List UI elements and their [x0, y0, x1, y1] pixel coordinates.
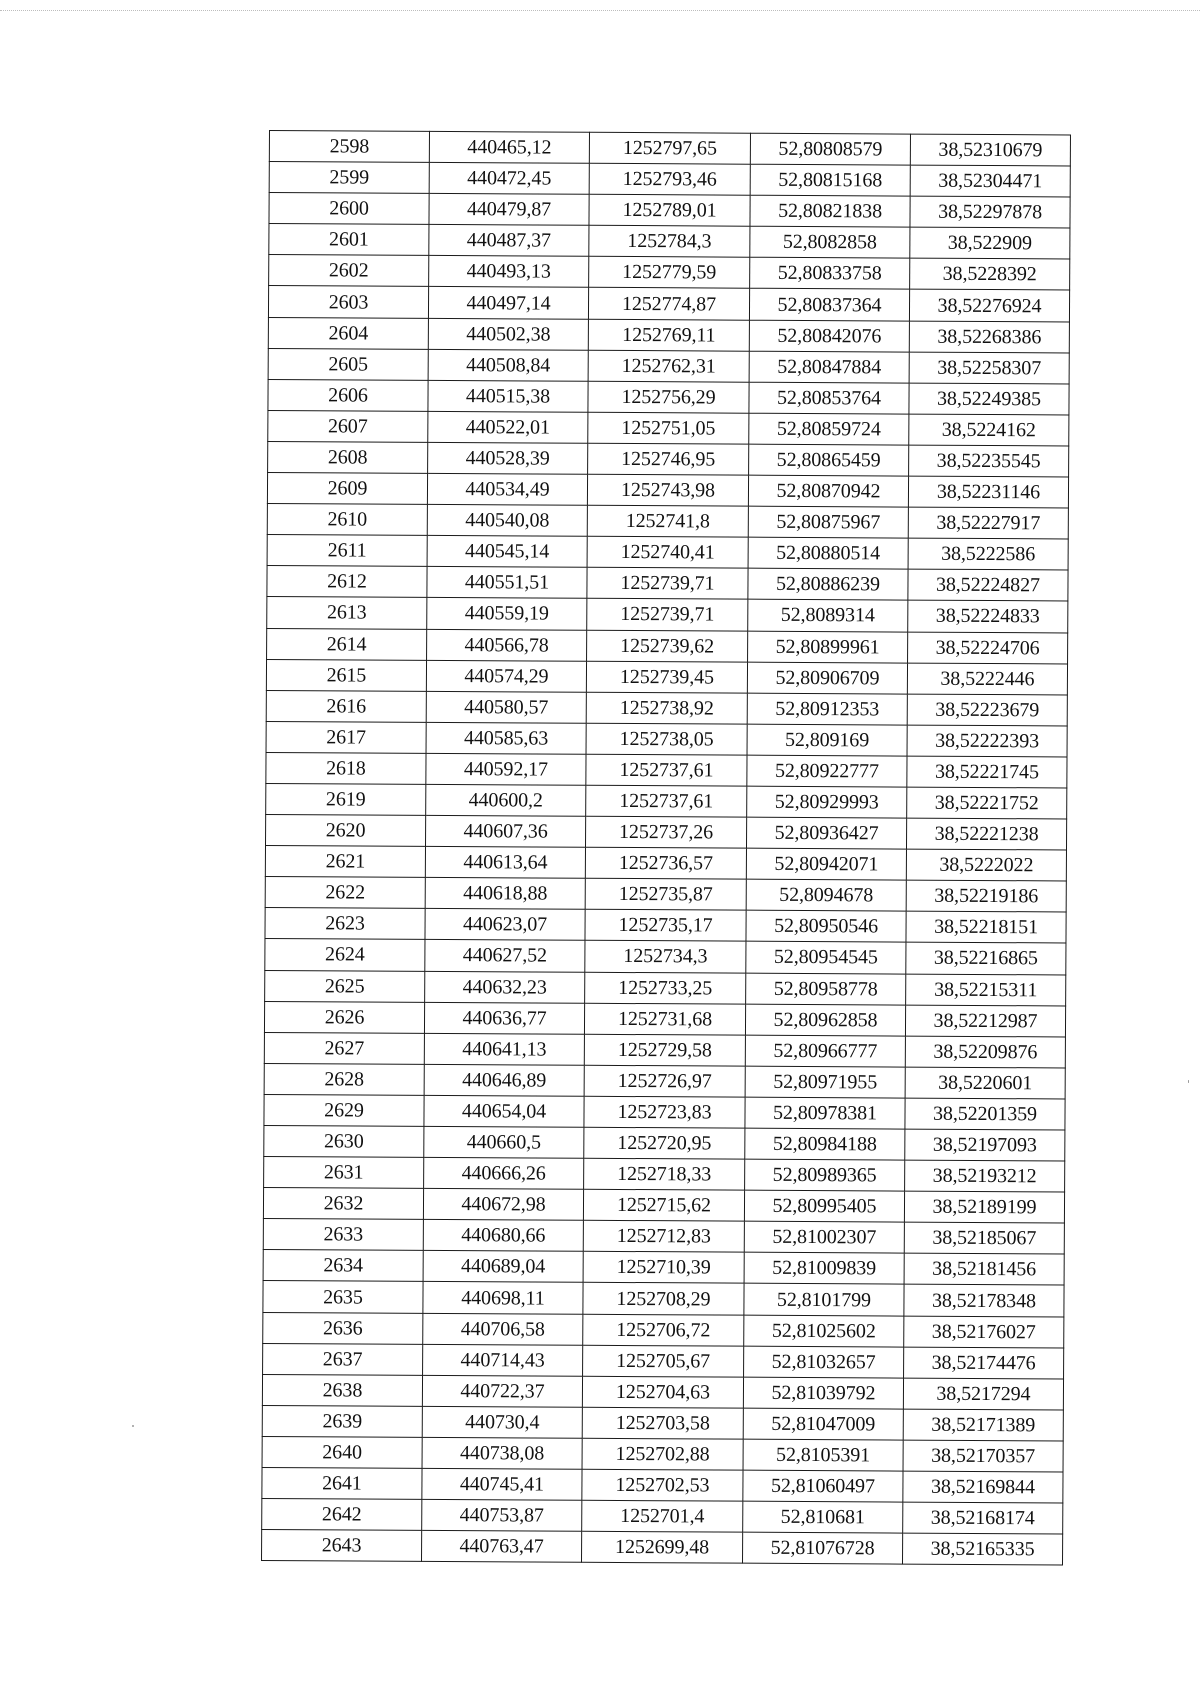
latitude-cell: 52,8094678: [746, 879, 906, 911]
point-number-cell: 2604: [268, 317, 428, 349]
table-row: [268, 441, 1069, 477]
table-row: [268, 317, 1069, 353]
longitude-cell: 38,5220601: [905, 1067, 1065, 1099]
latitude-cell: 52,80837364: [749, 289, 909, 321]
table-row: [265, 877, 1066, 913]
x-coordinate-cell: 440763,47: [422, 1531, 582, 1563]
table-row: [265, 970, 1066, 1006]
table-row: [268, 410, 1069, 446]
longitude-cell: 38,52193212: [905, 1160, 1065, 1192]
x-coordinate-cell: 440654,04: [424, 1095, 584, 1127]
longitude-cell: 38,52249385: [909, 383, 1069, 415]
latitude-cell: 52,80886239: [748, 568, 908, 600]
point-number-cell: 2606: [268, 379, 428, 411]
point-number-cell: 2632: [263, 1188, 423, 1220]
x-coordinate-cell: 440618,88: [425, 878, 585, 910]
y-coordinate-cell: 1252710,39: [583, 1252, 744, 1284]
table-row: [262, 1405, 1063, 1441]
longitude-cell: 38,52310679: [910, 134, 1070, 166]
point-number-cell: 2618: [266, 752, 426, 784]
x-coordinate-cell: 440600,2: [426, 784, 586, 816]
point-number-cell: 2625: [265, 970, 425, 1002]
table-row: [263, 1281, 1064, 1317]
x-coordinate-cell: 440636,77: [424, 1002, 584, 1034]
latitude-cell: 52,810681: [743, 1501, 903, 1533]
longitude-cell: 38,5217294: [903, 1378, 1063, 1410]
y-coordinate-cell: 1252738,92: [586, 692, 747, 724]
x-coordinate-cell: 440580,57: [426, 691, 586, 723]
latitude-cell: 52,80880514: [748, 537, 908, 569]
table-row: [267, 473, 1068, 509]
longitude-cell: 38,52221238: [906, 818, 1066, 850]
y-coordinate-cell: 1252703,58: [582, 1407, 743, 1439]
point-number-cell: 2628: [264, 1063, 424, 1095]
x-coordinate-cell: 440528,39: [428, 442, 588, 474]
table-row: [266, 752, 1067, 788]
table-row: [266, 690, 1067, 726]
point-number-cell: 2614: [267, 628, 427, 660]
longitude-cell: 38,52227917: [908, 507, 1068, 539]
table-row: [263, 1343, 1064, 1379]
longitude-cell: 38,52216865: [906, 943, 1066, 975]
point-number-cell: 2637: [263, 1343, 423, 1375]
point-number-cell: 2643: [262, 1530, 422, 1562]
latitude-cell: 52,80950546: [746, 911, 906, 943]
longitude-cell: 38,52169844: [903, 1471, 1063, 1503]
x-coordinate-cell: 440714,43: [423, 1344, 583, 1376]
point-number-cell: 2620: [266, 815, 426, 847]
longitude-cell: 38,5222586: [908, 538, 1068, 570]
y-coordinate-cell: 1252734,3: [585, 941, 746, 973]
longitude-cell: 38,5222446: [907, 663, 1067, 695]
latitude-cell: 52,80847884: [749, 351, 909, 383]
x-coordinate-cell: 440551,51: [427, 567, 587, 599]
latitude-cell: 52,80942071: [746, 848, 906, 880]
scan-speck: [1188, 1080, 1189, 1083]
y-coordinate-cell: 1252784,3: [589, 226, 750, 258]
point-number-cell: 2610: [267, 504, 427, 536]
y-coordinate-cell: 1252797,65: [589, 132, 750, 164]
point-number-cell: 2627: [264, 1032, 424, 1064]
longitude-cell: 38,52231146: [908, 476, 1068, 508]
table-row: [264, 1125, 1065, 1161]
latitude-cell: 52,81009839: [744, 1253, 904, 1285]
x-coordinate-cell: 440534,49: [427, 473, 587, 505]
latitude-cell: 52,80859724: [749, 413, 909, 445]
point-number-cell: 2616: [266, 690, 426, 722]
y-coordinate-cell: 1252701,4: [582, 1500, 743, 1532]
table-row: [262, 1436, 1063, 1472]
longitude-cell: 38,52224706: [908, 632, 1068, 664]
table-row: [269, 193, 1070, 229]
y-coordinate-cell: 1252737,61: [586, 754, 747, 786]
y-coordinate-cell: 1252720,95: [584, 1127, 745, 1159]
longitude-cell: 38,52223679: [907, 694, 1067, 726]
longitude-cell: 38,5222022: [906, 849, 1066, 881]
table-row: [267, 535, 1068, 571]
x-coordinate-cell: 440607,36: [426, 815, 586, 847]
point-number-cell: 2601: [269, 224, 429, 256]
longitude-cell: 38,52221745: [907, 756, 1067, 788]
point-number-cell: 2607: [268, 410, 428, 442]
latitude-cell: 52,80870942: [748, 475, 908, 507]
point-number-cell: 2600: [269, 193, 429, 225]
x-coordinate-cell: 440698,11: [423, 1282, 583, 1314]
latitude-cell: 52,80966777: [745, 1035, 905, 1067]
y-coordinate-cell: 1252756,29: [588, 381, 749, 413]
point-number-cell: 2626: [264, 1001, 424, 1033]
point-number-cell: 2612: [267, 566, 427, 598]
point-number-cell: 2621: [265, 846, 425, 878]
y-coordinate-cell: 1252718,33: [584, 1158, 745, 1190]
table-row: [266, 659, 1067, 695]
latitude-cell: 52,81060497: [743, 1470, 903, 1502]
longitude-cell: 38,52219186: [906, 880, 1066, 912]
point-number-cell: 2636: [263, 1312, 423, 1344]
latitude-cell: 52,81032657: [744, 1346, 904, 1378]
longitude-cell: 38,52224833: [908, 600, 1068, 632]
point-number-cell: 2599: [269, 162, 429, 194]
latitude-cell: 52,80912353: [747, 693, 907, 725]
longitude-cell: 38,52189199: [904, 1191, 1064, 1223]
coordinates-table: [261, 130, 1071, 1566]
y-coordinate-cell: 1252735,87: [585, 879, 746, 911]
latitude-cell: 52,80853764: [749, 382, 909, 414]
table-row: [268, 379, 1069, 415]
table-row: [268, 286, 1069, 322]
longitude-cell: 38,52235545: [909, 445, 1069, 477]
y-coordinate-cell: 1252736,57: [585, 847, 746, 879]
latitude-cell: 52,81039792: [743, 1377, 903, 1409]
table-row: [267, 566, 1068, 602]
latitude-cell: 52,8101799: [744, 1284, 904, 1316]
x-coordinate-cell: 440508,84: [428, 349, 588, 381]
y-coordinate-cell: 1252774,87: [588, 288, 749, 320]
point-number-cell: 2639: [262, 1405, 422, 1437]
table-row: [269, 162, 1070, 198]
point-number-cell: 2635: [263, 1281, 423, 1313]
point-number-cell: 2598: [269, 131, 429, 163]
table-row: [266, 721, 1067, 757]
y-coordinate-cell: 1252702,88: [582, 1438, 743, 1470]
y-coordinate-cell: 1252705,67: [583, 1345, 744, 1377]
latitude-cell: 52,80875967: [748, 506, 908, 538]
y-coordinate-cell: 1252723,83: [584, 1096, 745, 1128]
table-row: [263, 1188, 1064, 1224]
table-row: [267, 504, 1068, 540]
point-number-cell: 2623: [265, 908, 425, 940]
latitude-cell: 52,80978381: [745, 1097, 905, 1129]
scan-top-edge: [0, 10, 1200, 11]
longitude-cell: 38,52174476: [904, 1347, 1064, 1379]
latitude-cell: 52,80929993: [747, 786, 907, 818]
y-coordinate-cell: 1252793,46: [589, 163, 750, 195]
point-number-cell: 2633: [263, 1219, 423, 1251]
x-coordinate-cell: 440515,38: [428, 380, 588, 412]
x-coordinate-cell: 440672,98: [423, 1189, 583, 1221]
longitude-cell: 38,52215311: [906, 974, 1066, 1006]
point-number-cell: 2602: [269, 255, 429, 287]
point-number-cell: 2622: [265, 877, 425, 909]
coordinates-table-body: [262, 131, 1071, 1566]
table-row: [262, 1468, 1063, 1504]
y-coordinate-cell: 1252743,98: [587, 474, 748, 506]
latitude-cell: 52,80971955: [745, 1066, 905, 1098]
longitude-cell: 38,52170357: [903, 1440, 1063, 1472]
longitude-cell: 38,52218151: [906, 911, 1066, 943]
latitude-cell: 52,8105391: [743, 1439, 903, 1471]
scan-speck: [132, 1425, 134, 1427]
table-row: [266, 815, 1067, 851]
x-coordinate-cell: 440706,58: [423, 1313, 583, 1345]
y-coordinate-cell: 1252708,29: [583, 1283, 744, 1315]
x-coordinate-cell: 440502,38: [428, 318, 588, 350]
x-coordinate-cell: 440493,13: [429, 256, 589, 288]
point-number-cell: 2609: [267, 473, 427, 505]
x-coordinate-cell: 440522,01: [428, 411, 588, 443]
y-coordinate-cell: 1252762,31: [588, 350, 749, 382]
x-coordinate-cell: 440566,78: [427, 629, 587, 661]
point-number-cell: 2624: [265, 939, 425, 971]
x-coordinate-cell: 440689,04: [423, 1251, 583, 1283]
point-number-cell: 2617: [266, 721, 426, 753]
point-number-cell: 2603: [268, 286, 428, 318]
x-coordinate-cell: 440465,12: [429, 131, 589, 163]
table-row: [262, 1499, 1063, 1535]
longitude-cell: 38,52197093: [905, 1129, 1065, 1161]
x-coordinate-cell: 440497,14: [428, 287, 588, 319]
latitude-cell: 52,80842076: [749, 320, 909, 352]
longitude-cell: 38,52181456: [904, 1253, 1064, 1285]
table-row: [263, 1312, 1064, 1348]
y-coordinate-cell: 1252699,48: [582, 1531, 743, 1563]
latitude-cell: 52,81002307: [744, 1221, 904, 1253]
x-coordinate-cell: 440641,13: [424, 1033, 584, 1065]
table-row: [263, 1219, 1064, 1255]
y-coordinate-cell: 1252741,8: [587, 505, 748, 537]
longitude-cell: 38,52165335: [902, 1533, 1062, 1565]
y-coordinate-cell: 1252739,62: [587, 630, 748, 662]
y-coordinate-cell: 1252712,83: [583, 1221, 744, 1253]
table-row: [265, 846, 1066, 882]
latitude-cell: 52,80865459: [749, 444, 909, 476]
table-row: [265, 908, 1066, 944]
y-coordinate-cell: 1252769,11: [588, 319, 749, 351]
longitude-cell: 38,52222393: [907, 725, 1067, 757]
x-coordinate-cell: 440753,87: [422, 1500, 582, 1532]
x-coordinate-cell: 440730,4: [422, 1406, 582, 1438]
table-row: [264, 1157, 1065, 1193]
y-coordinate-cell: 1252739,45: [586, 661, 747, 693]
latitude-cell: 52,80833758: [750, 258, 910, 290]
latitude-cell: 52,80906709: [747, 662, 907, 694]
y-coordinate-cell: 1252751,05: [588, 412, 749, 444]
point-number-cell: 2642: [262, 1499, 422, 1531]
longitude-cell: 38,52212987: [905, 1005, 1065, 1037]
y-coordinate-cell: 1252733,25: [585, 972, 746, 1004]
y-coordinate-cell: 1252739,71: [587, 568, 748, 600]
y-coordinate-cell: 1252729,58: [584, 1034, 745, 1066]
latitude-cell: 52,80989365: [745, 1159, 905, 1191]
point-number-cell: 2629: [264, 1094, 424, 1126]
x-coordinate-cell: 440613,64: [425, 847, 585, 879]
longitude-cell: 38,52178348: [904, 1285, 1064, 1317]
x-coordinate-cell: 440623,07: [425, 909, 585, 941]
x-coordinate-cell: 440585,63: [426, 722, 586, 754]
y-coordinate-cell: 1252715,62: [583, 1189, 744, 1221]
x-coordinate-cell: 440722,37: [422, 1375, 582, 1407]
x-coordinate-cell: 440738,08: [422, 1437, 582, 1469]
longitude-cell: 38,52221752: [907, 787, 1067, 819]
point-number-cell: 2615: [266, 659, 426, 691]
table-row: [269, 131, 1070, 167]
latitude-cell: 52,81025602: [744, 1315, 904, 1347]
point-number-cell: 2619: [266, 783, 426, 815]
table-row: [265, 939, 1066, 975]
x-coordinate-cell: 440745,41: [422, 1468, 582, 1500]
latitude-cell: 52,8089314: [748, 600, 908, 632]
point-number-cell: 2641: [262, 1468, 422, 1500]
point-number-cell: 2613: [267, 597, 427, 629]
point-number-cell: 2631: [264, 1157, 424, 1189]
x-coordinate-cell: 440680,66: [423, 1220, 583, 1252]
table-row: [264, 1094, 1065, 1130]
table-row: [269, 255, 1070, 291]
x-coordinate-cell: 440646,89: [424, 1064, 584, 1096]
point-number-cell: 2608: [268, 441, 428, 473]
longitude-cell: 38,52268386: [909, 321, 1069, 353]
x-coordinate-cell: 440632,23: [425, 971, 585, 1003]
x-coordinate-cell: 440472,45: [429, 162, 589, 194]
latitude-cell: 52,80954545: [746, 942, 906, 974]
y-coordinate-cell: 1252704,63: [582, 1376, 743, 1408]
y-coordinate-cell: 1252726,97: [584, 1065, 745, 1097]
point-number-cell: 2640: [262, 1436, 422, 1468]
point-number-cell: 2611: [267, 535, 427, 567]
point-number-cell: 2630: [264, 1125, 424, 1157]
table-row: [264, 1063, 1065, 1099]
y-coordinate-cell: 1252740,41: [587, 537, 748, 569]
table-row: [262, 1530, 1063, 1566]
latitude-cell: 52,80995405: [744, 1190, 904, 1222]
longitude-cell: 38,5224162: [909, 414, 1069, 446]
x-coordinate-cell: 440479,87: [429, 194, 589, 226]
x-coordinate-cell: 440487,37: [429, 225, 589, 257]
latitude-cell: 52,80962858: [745, 1004, 905, 1036]
y-coordinate-cell: 1252746,95: [588, 443, 749, 475]
latitude-cell: 52,80815168: [750, 164, 910, 196]
longitude-cell: 38,52258307: [909, 352, 1069, 384]
x-coordinate-cell: 440574,29: [426, 660, 586, 692]
latitude-cell: 52,80821838: [750, 195, 910, 227]
latitude-cell: 52,80808579: [750, 133, 910, 165]
longitude-cell: 38,52297878: [910, 196, 1070, 228]
point-number-cell: 2605: [268, 348, 428, 380]
x-coordinate-cell: 440627,52: [425, 940, 585, 972]
table-row: [269, 224, 1070, 260]
x-coordinate-cell: 440559,19: [427, 598, 587, 630]
table-row: [266, 783, 1067, 819]
table-row: [267, 628, 1068, 664]
x-coordinate-cell: 440592,17: [426, 753, 586, 785]
latitude-cell: 52,81076728: [743, 1532, 903, 1564]
y-coordinate-cell: 1252738,05: [586, 723, 747, 755]
table-row: [263, 1250, 1064, 1286]
table-row: [268, 348, 1069, 384]
y-coordinate-cell: 1252739,71: [587, 599, 748, 631]
latitude-cell: 52,80958778: [746, 973, 906, 1005]
y-coordinate-cell: 1252731,68: [584, 1003, 745, 1035]
point-number-cell: 2634: [263, 1250, 423, 1282]
latitude-cell: 52,80922777: [747, 755, 907, 787]
x-coordinate-cell: 440545,14: [427, 536, 587, 568]
latitude-cell: 52,81047009: [743, 1408, 903, 1440]
longitude-cell: 38,52176027: [904, 1316, 1064, 1348]
y-coordinate-cell: 1252737,61: [586, 785, 747, 817]
longitude-cell: 38,52224827: [908, 569, 1068, 601]
latitude-cell: 52,80984188: [745, 1128, 905, 1160]
point-number-cell: 2638: [262, 1374, 422, 1406]
latitude-cell: 52,80936427: [746, 817, 906, 849]
table-row: [262, 1374, 1063, 1410]
longitude-cell: 38,52304471: [910, 165, 1070, 197]
longitude-cell: 38,52276924: [909, 290, 1069, 322]
y-coordinate-cell: 1252702,53: [582, 1469, 743, 1501]
table-row: [264, 1001, 1065, 1037]
longitude-cell: 38,52168174: [903, 1502, 1063, 1534]
x-coordinate-cell: 440660,5: [424, 1126, 584, 1158]
longitude-cell: 38,52171389: [903, 1409, 1063, 1441]
table-row: [264, 1032, 1065, 1068]
latitude-cell: 52,80899961: [748, 631, 908, 663]
y-coordinate-cell: 1252789,01: [589, 194, 750, 226]
y-coordinate-cell: 1252779,59: [589, 257, 750, 289]
latitude-cell: 52,809169: [747, 724, 907, 756]
longitude-cell: 38,52185067: [904, 1222, 1064, 1254]
x-coordinate-cell: 440540,08: [427, 505, 587, 537]
x-coordinate-cell: 440666,26: [424, 1157, 584, 1189]
y-coordinate-cell: 1252706,72: [583, 1314, 744, 1346]
longitude-cell: 38,52201359: [905, 1098, 1065, 1130]
longitude-cell: 38,522909: [910, 227, 1070, 259]
longitude-cell: 38,52209876: [905, 1036, 1065, 1068]
table-row: [267, 597, 1068, 633]
y-coordinate-cell: 1252737,26: [585, 816, 746, 848]
y-coordinate-cell: 1252735,17: [585, 910, 746, 942]
latitude-cell: 52,8082858: [750, 226, 910, 258]
longitude-cell: 38,5228392: [910, 258, 1070, 290]
